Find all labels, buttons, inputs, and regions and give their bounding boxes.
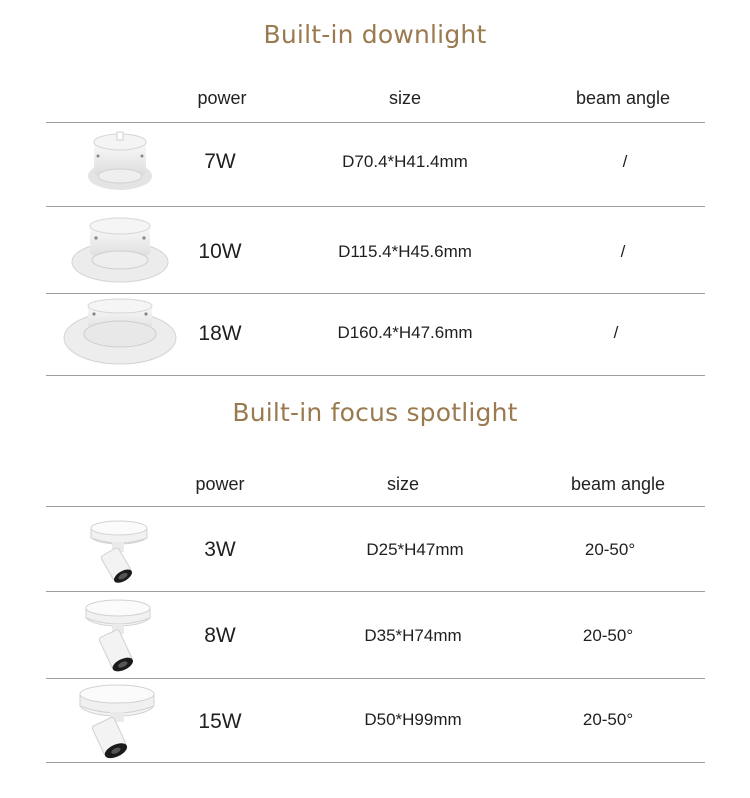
header-beam-angle: beam angle [575,88,671,108]
header-size: size [386,474,419,494]
table-divider [46,375,705,376]
downlight-18w-icon [60,296,180,370]
size-value: D25*H47mm [366,540,464,559]
size-value: D50*H99mm [364,710,462,729]
power-value: 18W [198,322,242,345]
beam-angle-value: / [620,242,626,261]
spotlight-8w-icon [82,596,154,674]
power-value: 7W [204,150,236,173]
beam-angle-value: / [613,323,619,342]
table-divider [46,762,705,763]
header-beam-angle: beam angle [570,474,666,494]
table-divider [46,591,705,592]
power-value: 10W [198,240,242,263]
size-value: D70.4*H41.4mm [342,152,468,171]
table-divider [46,678,705,679]
section-title-spotlight: Built-in focus spotlight [232,398,518,427]
header-size: size [388,88,421,108]
table-divider [46,206,705,207]
header-power: power [195,474,245,494]
power-value: 15W [198,710,242,733]
power-value: 3W [204,538,236,561]
header-power: power [197,88,247,108]
size-value: D35*H74mm [364,626,462,645]
beam-angle-value: 20-50° [582,626,634,645]
size-value: D160.4*H47.6mm [337,323,473,342]
beam-angle-value: / [622,152,628,171]
downlight-7w-icon [80,128,160,198]
table-divider [46,506,705,507]
size-value: D115.4*H45.6mm [338,242,472,261]
section-title-downlight: Built-in downlight [263,20,487,49]
table-divider [46,293,705,294]
power-value: 8W [204,624,236,647]
beam-angle-value: 20-50° [582,710,634,729]
beam-angle-value: 20-50° [584,540,636,559]
spotlight-3w-icon [86,516,152,584]
spotlight-15w-icon [76,682,158,760]
table-divider [46,122,705,123]
downlight-10w-icon [68,212,172,288]
